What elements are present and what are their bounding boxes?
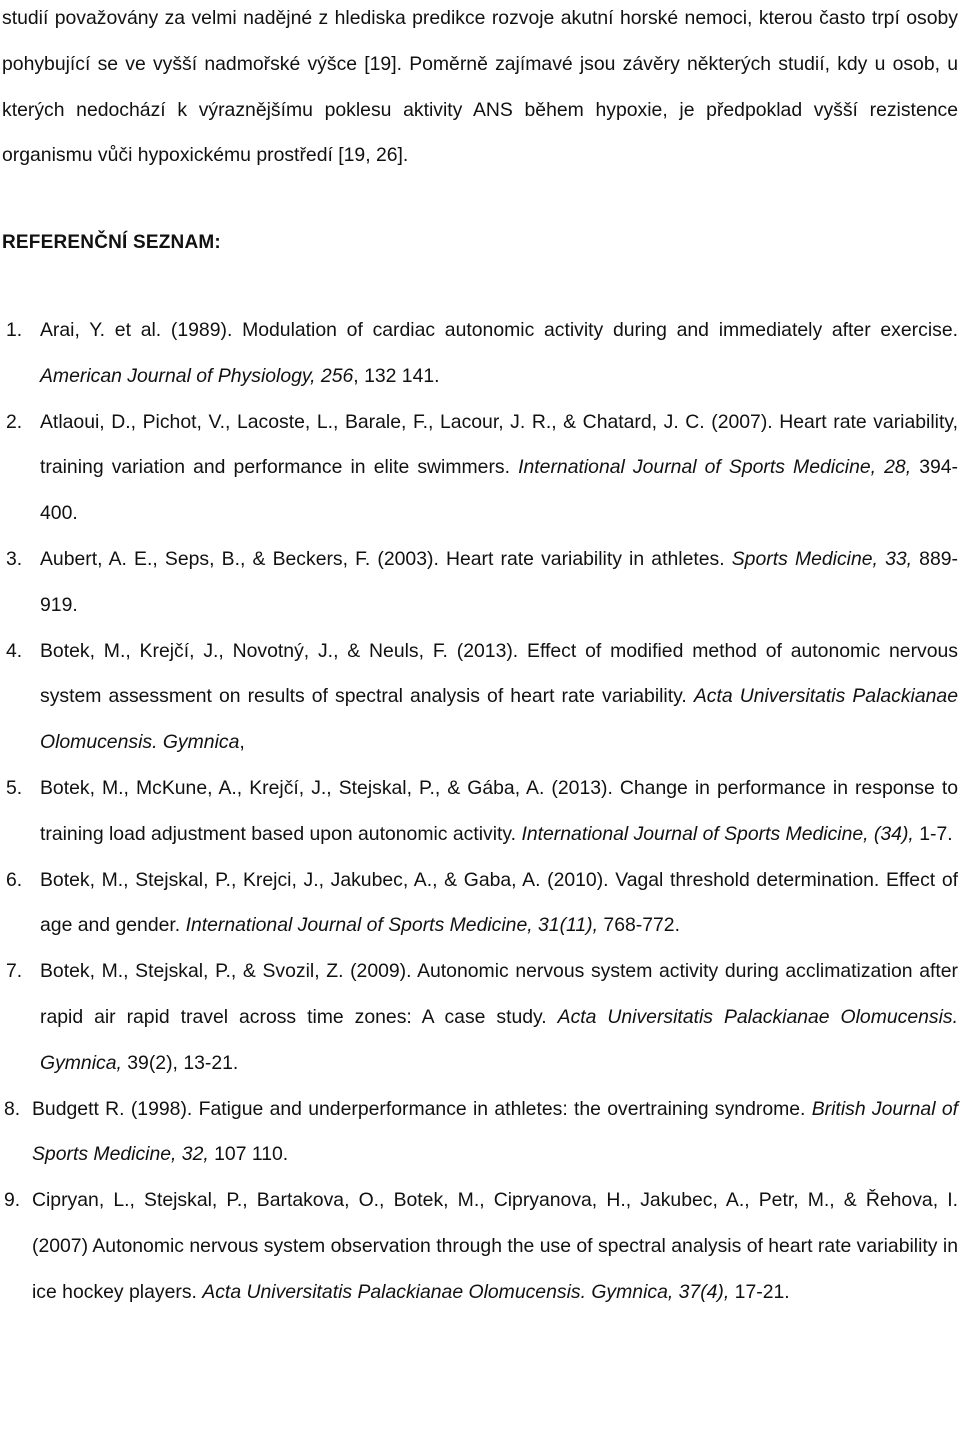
reference-text: [0, 537, 960, 629]
reference-pages: 394-400.: [40, 456, 959, 525]
reference-pages: 107 110.: [208, 1143, 289, 1166]
reference-journal: British Journal of Sports Medicine, 32,: [32, 1097, 958, 1166]
reference-number: 9.: [4, 1189, 21, 1212]
reference-list: [0, 308, 960, 1316]
reference-item-8: [0, 1087, 960, 1179]
reference-pages: 1-7.: [913, 822, 953, 845]
reference-citation: Arai, Y. et al. (1989). Modulation of cardiac autonomic activity during and immediately after exercise.: [40, 319, 958, 341]
reference-item-6: [0, 858, 960, 950]
reference-number: 6.: [6, 868, 23, 891]
reference-number: 4.: [6, 639, 23, 662]
reference-text: [0, 766, 960, 858]
references-heading: REFERENČNÍ SEZNAM:: [2, 232, 221, 253]
reference-pages: 768-772.: [598, 914, 680, 937]
reference-text: [0, 1087, 960, 1179]
reference-text: [0, 858, 960, 950]
reference-pages: ,: [239, 731, 245, 754]
reference-journal: Acta Universitatis Palackianae Olomucensis. Gymnica: [40, 685, 958, 754]
reference-journal: International Journal of Sports Medicine, 31(11),: [185, 914, 599, 937]
reference-text: [0, 308, 960, 400]
reference-item-1: [0, 308, 960, 400]
reference-journal: International Journal of Sports Medicine, 28,: [518, 456, 912, 479]
reference-pages: 889-919.: [40, 547, 958, 616]
reference-item-4: [0, 629, 960, 766]
reference-citation: Botek, M., Stejskal, P., & Svozil, Z. (2009). Autonomic nervous system activity during acclimatization after rapid air rapid travel across time zones: A case study.: [40, 960, 958, 1028]
reference-item-2: [0, 400, 960, 537]
reference-pages: 39(2), 13-21.: [121, 1051, 239, 1074]
reference-citation: Botek, M., Krejčí, J., Novotný, J., & Neuls, F. (2013). Effect of modified method of autonomic nervous system assessment on results of spectral analysis of heart rate variability.: [40, 639, 958, 708]
reference-item-5: [0, 766, 960, 858]
reference-number: 5.: [6, 776, 23, 799]
reference-citation: Cipryan, L., Stejskal, P., Bartakova, O., Botek, M., Cipryanova, H., Jakubec, A., Petr, M., & Řehova, I. (2007) Autonomic nervous system observation through the use of spectral analysis of heart rate variability in ice hockey players.: [32, 1189, 958, 1303]
reference-item-3: [0, 537, 960, 629]
reference-pages: , 132 141.: [353, 364, 440, 387]
reference-citation: Budgett R. (1998). Fatigue and underperformance in athletes: the overtraining syndrome.: [32, 1097, 812, 1120]
reference-journal: International Journal of Sports Medicine, (34),: [521, 822, 914, 845]
reference-item-7: [0, 949, 960, 1086]
reference-text: [0, 1178, 960, 1315]
intro-paragraph: studií považovány za velmi nadějné z hlediska predikce rozvoje akutní horské nemoci, kterou často trpí osoby pohybující se ve vyšší nadmořské výšce [19]. Poměrně zajímavé jsou závěry některých studií, kdy u osob, u kterých nedochází k výraznějšímu poklesu aktivity ANS během hypoxie, je předpoklad vyšší rezistence organismu vůči hypoxickému prostředí [19, 26].: [2, 7, 958, 167]
reference-journal: Acta Universitatis Palackianae Olomucensis. Gymnica, 37(4),: [202, 1280, 730, 1303]
reference-journal: Sports Medicine, 33,: [731, 547, 913, 570]
reference-number: 1.: [6, 319, 23, 341]
reference-citation: Botek, M., McKune, A., Krejčí, J., Stejskal, P., & Gába, A. (2013). Change in performance in response to training load adjustment based upon autonomic activity.: [40, 776, 958, 845]
reference-journal: American Journal of Physiology, 256: [40, 364, 354, 387]
reference-text: [0, 629, 960, 766]
reference-citation: Aubert, A. E., Seps, B., & Beckers, F. (2003). Heart rate variability in athletes.: [40, 547, 732, 570]
reference-citation: Atlaoui, D., Pichot, V., Lacoste, L., Barale, F., Lacour, J. R., & Chatard, J. C. (2007). Heart rate variability, training variation and performance in elite swimmers.: [40, 410, 958, 479]
reference-number: 3.: [6, 547, 23, 570]
reference-text: [0, 949, 960, 1086]
reference-number: 7.: [6, 960, 23, 983]
reference-journal: Acta Universitatis Palackianae Olomucensis. Gymnica,: [40, 1005, 958, 1074]
reference-number: 8.: [4, 1097, 21, 1120]
reference-citation: Botek, M., Stejskal, P., Krejci, J., Jakubec, A., & Gaba, A. (2010). Vagal threshold determination. Effect of age and gender.: [40, 868, 958, 937]
reference-text: [0, 400, 960, 537]
reference-number: 2.: [6, 410, 23, 433]
reference-pages: 17-21.: [729, 1280, 790, 1303]
reference-item-9: [0, 1178, 960, 1315]
